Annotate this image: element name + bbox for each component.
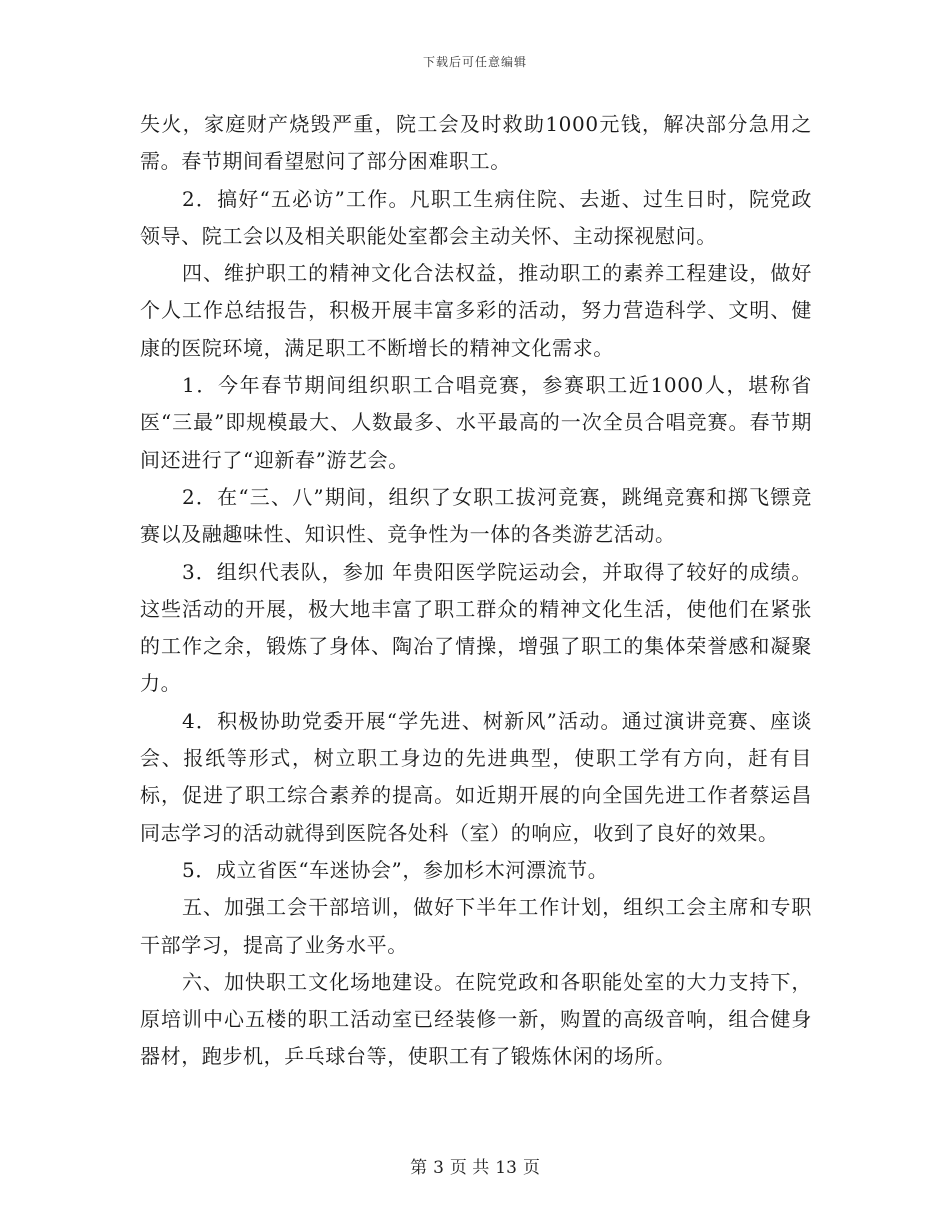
paragraph: 4．积极协助党委开展“学先进、树新风”活动。通过演讲竞赛、座谈会、报纸等形式，树立职工身边的先进典型，使职工学有方向，赶有目标，促进了职工综合素养的提高。如近期开展的向全国先进工作者蔡运昌同志学习的活动就得到医院各处科（室）的响应，收到了良好的效果。 bbox=[140, 708, 812, 845]
paragraph: 失火，家庭财产烧毁严重，院工会及时救助1000元钱，解决部分急用之需。春节期间看望慰问了部分困难职工。 bbox=[140, 112, 812, 174]
footer-prefix: 第 bbox=[410, 1158, 428, 1178]
paragraph: 六、加快职工文化场地建设。在院党政和各职能处室的大力支持下，原培训中心五楼的职工活动室已经装修一新，购置的高级音响，组合健身器材，跑步机，乒乓球台等，使职工有了锻炼休闲的场所。 bbox=[140, 969, 812, 1069]
document-body bbox=[140, 106, 812, 1076]
paragraph: 2．搞好“五必访”工作。凡职工生病住院、去逝、过生日时，院党政领导、院工会以及相关职能处室都会主动关怀、主动探视慰问。 bbox=[140, 186, 812, 248]
total-page-count: 13 bbox=[495, 1158, 517, 1178]
paragraph: 5．成立省医“车迷协会”，参加杉木河漂流节。 bbox=[182, 857, 609, 882]
paragraph: 3．组织代表队，参加 年贵阳医学院运动会，并取得了较好的成绩。这些活动的开展，极大地丰富了职工群众的精神文化生活，使他们在紧张的工作之余，锻炼了身体、陶冶了情操，增强了职工的集体荣誉感和凝聚力。 bbox=[140, 559, 812, 696]
paragraph: 1．今年春节期间组织职工合唱竞赛，参赛职工近1000人，堪称省医“三最”即规模最大、人数最多、水平最高的一次全员合唱竞赛。春节期间还进行了“迎新春”游艺会。 bbox=[140, 373, 812, 472]
page-footer bbox=[0, 1153, 950, 1178]
footer-suffix: 页 bbox=[522, 1158, 540, 1178]
current-page-number: 3 bbox=[433, 1158, 444, 1178]
footer-middle: 页 共 bbox=[449, 1158, 490, 1178]
paragraph: 2．在“三、八”期间，组织了女职工拔河竞赛，跳绳竞赛和掷飞镖竞赛以及融趣味性、知识性、竞争性为一体的各类游艺活动。 bbox=[140, 484, 812, 547]
paragraph: 五、加强工会干部培训，做好下半年工作计划，组织工会主席和专职干部学习，提高了业务水平。 bbox=[140, 895, 812, 957]
paragraph: 四、维护职工的精神文化合法权益，推动职工的素养工程建设，做好个人工作总结报告，积极开展丰富多彩的活动，努力营造科学、文明、健康的医院环境，满足职工不断增长的精神文化需求。 bbox=[140, 261, 812, 360]
page-header: 下载后可任意编辑 bbox=[422, 55, 527, 69]
